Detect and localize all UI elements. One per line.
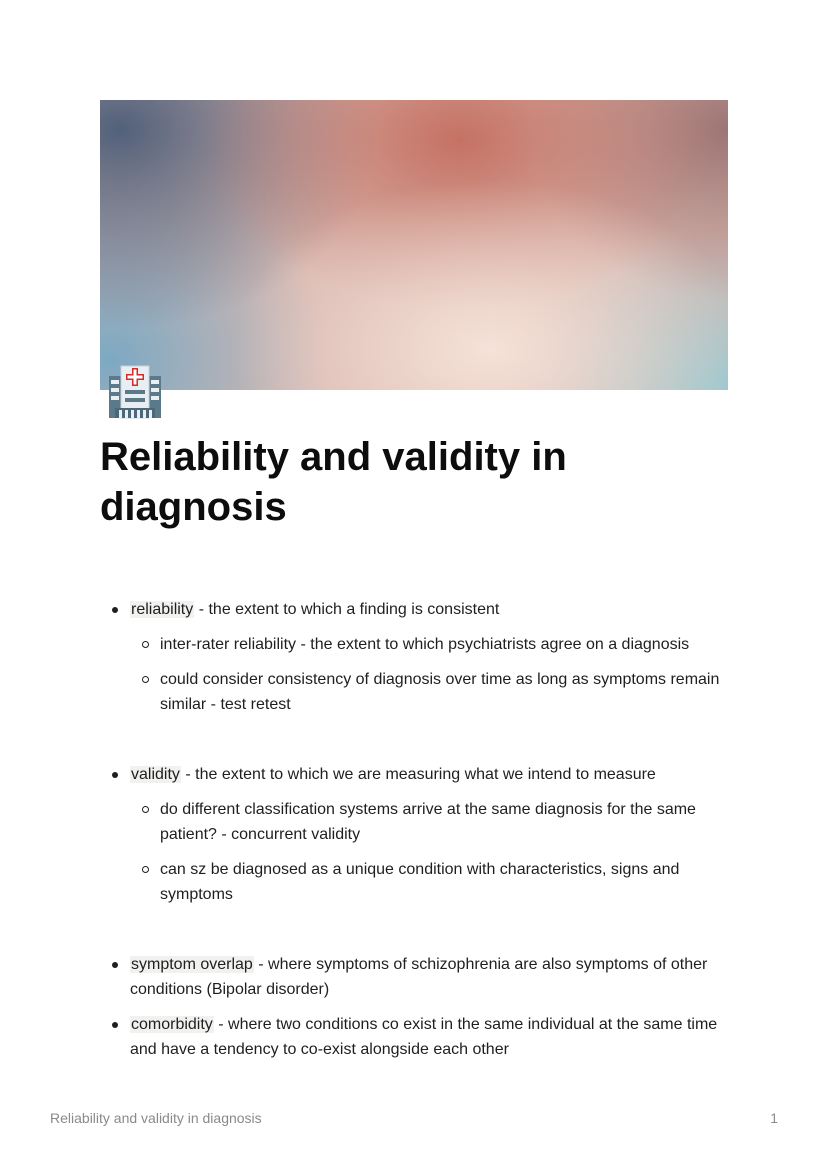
term-highlight: reliability	[131, 601, 194, 618]
page-title: Reliability and validity in diagnosis	[100, 435, 567, 529]
sub-list-item: can sz be diagnosed as a unique condition with characteristics, signs and symptoms	[100, 857, 730, 907]
list-item-comorbidity	[100, 1012, 730, 1062]
item-text: - the extent to which a finding is consistent	[194, 601, 500, 618]
sub-list-item: could consider consistency of diagnosis over time as long as symptoms remain similar - test retest	[100, 667, 730, 717]
term-highlight: symptom overlap	[131, 956, 253, 973]
page-content	[100, 597, 730, 1062]
term-highlight: validity	[131, 766, 180, 783]
sub-list-item: inter-rater reliability - the extent to which psychiatrists agree on a diagnosis	[100, 632, 730, 657]
list-item-symptom-overlap	[100, 952, 730, 1002]
list-item-reliability	[100, 597, 730, 622]
item-text: - the extent to which we are measuring what we intend to measure	[180, 766, 656, 783]
page-number: 1	[770, 1110, 778, 1126]
term-highlight: comorbidity	[131, 1016, 213, 1033]
list-item-validity	[100, 762, 730, 787]
hospital-icon	[105, 362, 165, 422]
footer-title: Reliability and validity in diagnosis	[50, 1110, 262, 1126]
cover-image	[100, 100, 728, 390]
item-text: - where two conditions co exist in the same individual at the same time and have a tendency to co-exist alongside each other	[130, 1016, 718, 1058]
sub-list-item: do different classification systems arrive at the same diagnosis for the same patient? - concurrent validity	[100, 797, 730, 847]
item-text: - where symptoms of schizophrenia are also symptoms of other conditions (Bipolar disorder)	[130, 956, 708, 998]
